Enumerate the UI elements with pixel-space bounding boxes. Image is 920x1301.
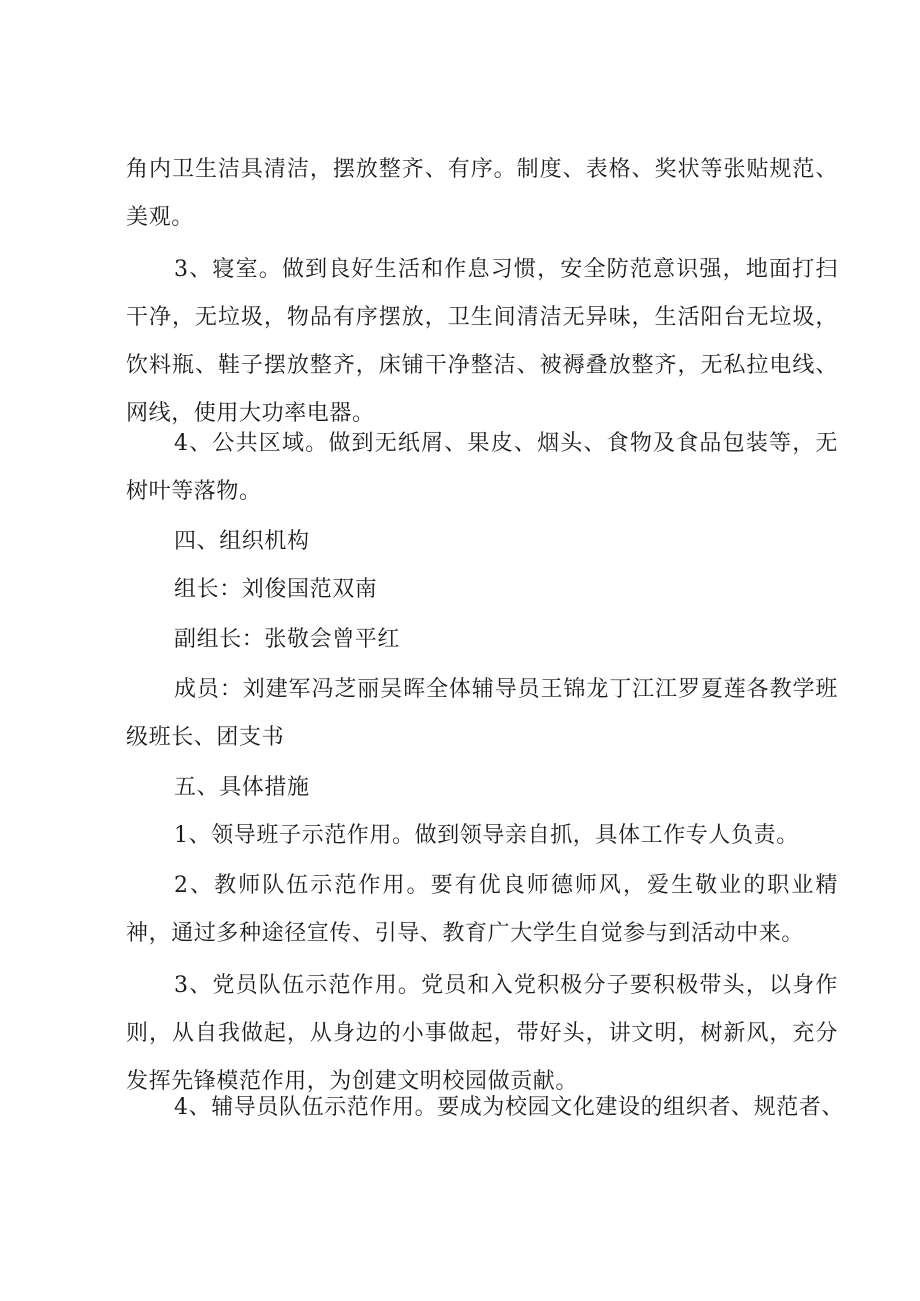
paragraph-group-leader: 组长：刘俊国范双南 — [174, 577, 378, 602]
paragraph-members: 成员：刘建军冯芝丽吴晖全体辅导员王锦龙丁江江罗夏莲各教学班级班长、团支书 — [126, 677, 838, 750]
paragraph-measure-leadership: 1、领导班子示范作用。做到领导亲自抓，具体工作专人负责。 — [174, 823, 799, 848]
heading-organization: 四、组织机构 — [174, 529, 310, 554]
paragraph-hygiene-continuation: 角内卫生洁具清洁，摆放整齐、有序。制度、表格、奖状等张贴规范、美观。 — [126, 157, 838, 230]
paragraph-deputy-leader: 副组长：张敬会曾平红 — [174, 627, 401, 652]
paragraph-dormitory: 3、寝室。做到良好生活和作息习惯，安全防范意识强，地面打扫干净，无垃圾，物品有序摆放，卫生间清洁无异味，生活阳台无垃圾，饮料瓶、鞋子摆放整齐，床铺干净整洁、被褥叠放整齐，无私拉电线、网线，使用大功率电器。 — [126, 257, 838, 426]
paragraph-measure-party-members: 3、党员队伍示范作用。党员和入党积极分子要积极带头，以身作则，从自我做起，从身边的小事做起，带好头，讲文明，树新风，充分发挥先锋模范作用，为创建文明校园做贡献。 — [126, 973, 838, 1094]
paragraph-public-area: 4、公共区域。做到无纸屑、果皮、烟头、食物及食品包装等，无树叶等落物。 — [126, 431, 838, 504]
heading-specific-measures: 五、具体措施 — [174, 775, 310, 800]
paragraph-measure-teachers: 2、教师队伍示范作用。要有优良师德师风，爱生敬业的职业精神，通过多种途径宣传、引导、教育广大学生自觉参与到活动中来。 — [126, 873, 838, 946]
paragraph-measure-counselors: 4、辅导员队伍示范作用。要成为校园文化建设的组织者、规范者、 — [174, 1095, 844, 1120]
